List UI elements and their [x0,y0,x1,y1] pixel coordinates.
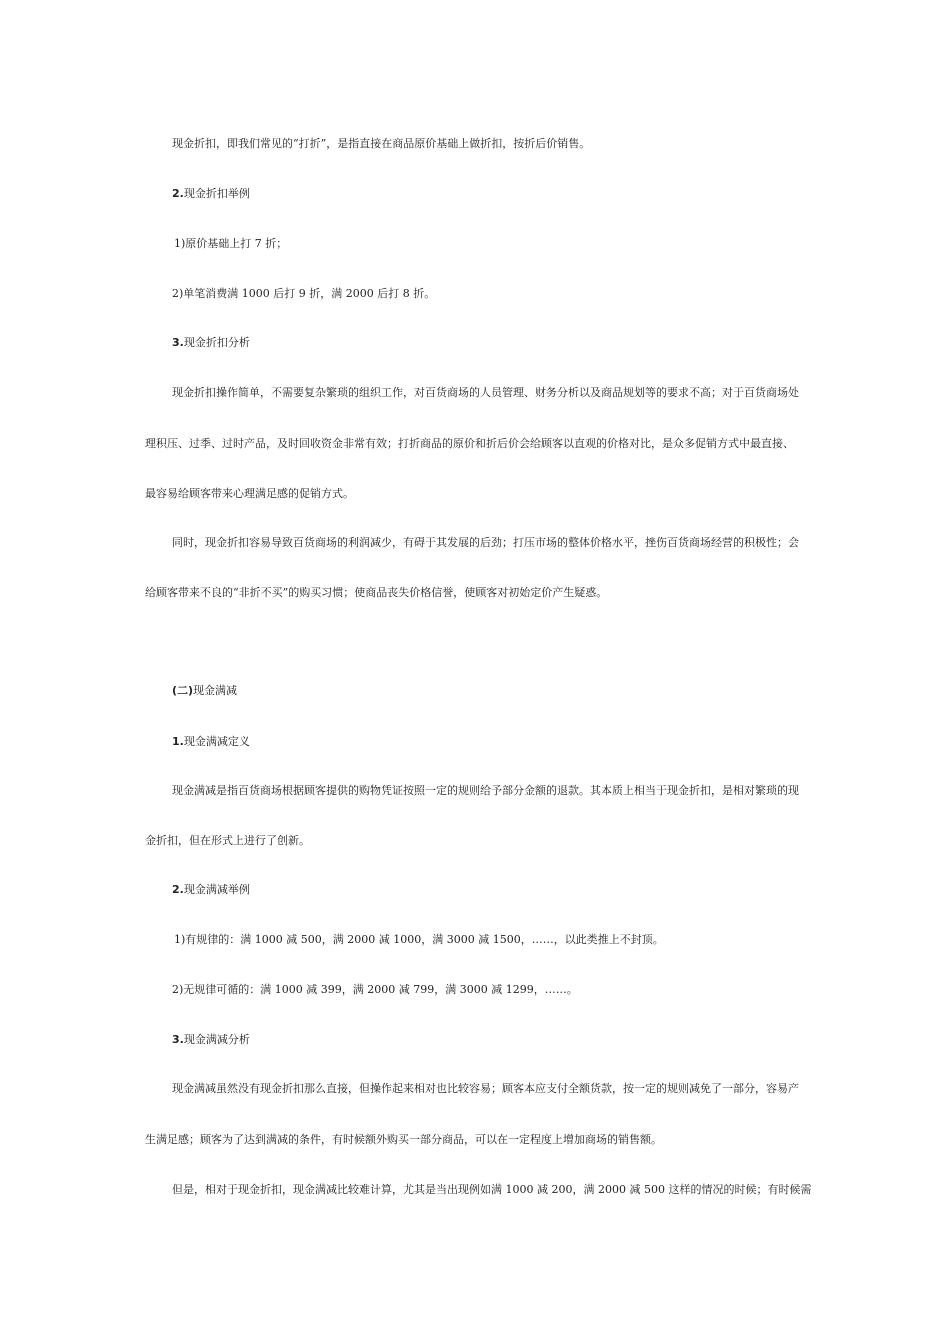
heading-number: 1. [172,735,184,748]
reduction-example-item-1: 1)有规律的：满 1000 减 500，满 2000 减 1000，满 3000 减 1500，……，以此类推上不封顶。 [174,933,664,946]
reduction-analysis2-line-1: 但是，相对于现金折扣，现金满减比较难计算，尤其是当出现例如满 1000 减 200，满 2000 减 500 这样的情况的时候；有时候需 [172,1183,812,1196]
heading-number: 3. [172,336,184,349]
reduction-example-item-2: 2)无规律可循的：满 1000 减 399，满 2000 减 799，满 3000 减 1299，……。 [172,983,578,996]
heading-number: 3. [172,1033,184,1046]
analysis-line-2: 理积压、过季、过时产品，及时回收资金非常有效；打折商品的原价和折后价会给顾客以直观的价格对比，是众多促销方式中最直接、 [145,437,794,450]
heading-reduction-definition [172,735,250,749]
heading-text: 现金满减举例 [183,883,250,896]
reduction-analysis-line-1: 现金满减虽然没有现金折扣那么直接，但操作起来相对也比较容易；顾客本应支付全额货款，按一定的规则减免了一部分，容易产 [172,1082,799,1095]
definition-line-2: 金折扣，但在形式上进行了创新。 [145,834,310,847]
heading-text: 现金折扣分析 [183,336,250,349]
reduction-analysis-line-2: 生满足感；顾客为了达到满减的条件，有时候额外购买一部分商品，可以在一定程度上增加商场的销售额。 [145,1133,662,1146]
heading-reduction-example [172,883,250,897]
analysis-line-1: 现金折扣操作简单，不需要复杂繁琐的组织工作，对百货商场的人员管理、财务分析以及商品规划等的要求不高；对于百货商场处 [172,386,799,399]
heading-number: 2. [172,187,184,200]
paragraph-intro: 现金折扣，即我们常见的“打折”，是指直接在商品原价基础上做折扣，按折后价销售。 [172,137,591,150]
definition-line-1: 现金满减是指百货商场根据顾客提供的购物凭证按照一定的规则给予部分金额的退款。其本质上相当于现金折扣，是相对繁琐的现 [172,784,799,797]
example-item-2: 2)单笔消费满 1000 后打 9 折，满 2000 后打 8 折。 [172,287,436,300]
section-text: 现金满减 [193,684,238,697]
heading-discount-analysis [172,336,250,350]
heading-text: 现金满减分析 [183,1033,250,1046]
heading-number: 2. [172,883,184,896]
example-item-1: 1)原价基础上打 7 折； [174,237,288,250]
analysis2-line-2: 给顾客带来不良的“非折不买”的购买习惯；使商品丧失价格信誉，使顾客对初始定价产生疑惑。 [145,586,608,599]
section-heading-full-reduction [172,684,237,698]
heading-text: 现金折扣举例 [183,187,250,200]
section-number: (二) [172,684,194,697]
analysis-line-3: 最容易给顾客带来心理满足感的促销方式。 [145,487,354,500]
analysis2-line-1: 同时，现金折扣容易导致百货商场的利润减少，有碍于其发展的后劲；打压市场的整体价格水平，挫伤百货商场经营的积极性；会 [172,536,799,549]
heading-reduction-analysis [172,1033,250,1047]
heading-text: 现金满减定义 [183,735,250,748]
heading-discount-example [172,187,250,201]
